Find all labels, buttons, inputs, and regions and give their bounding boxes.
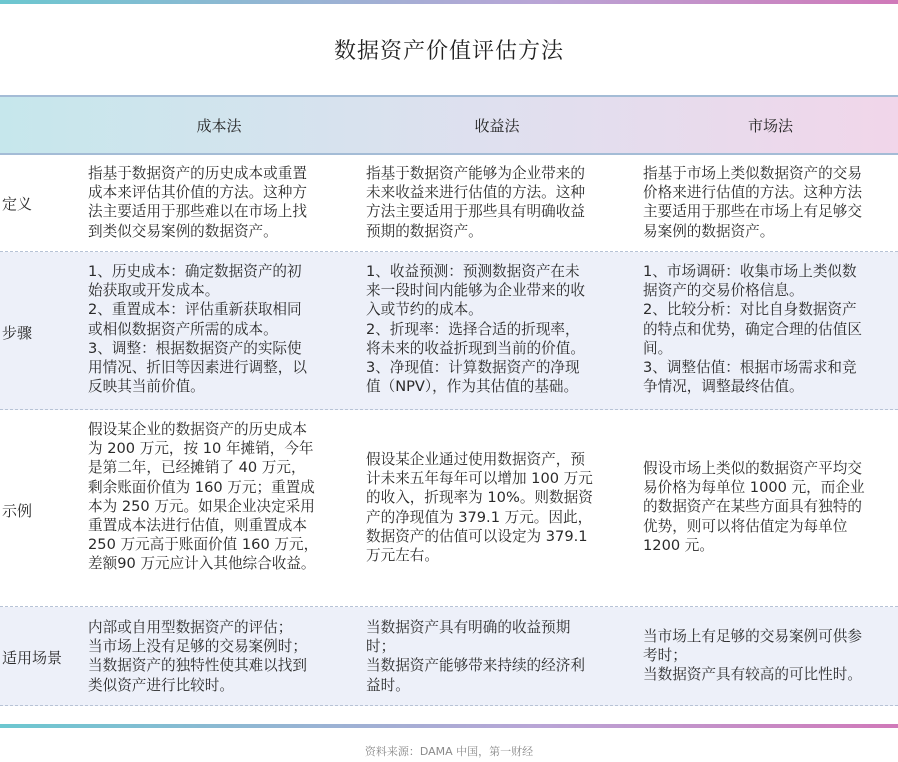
table-row-steps: [0, 252, 898, 410]
cell-steps-cost: 1、历史成本：确定数据资产的初 始获取或开发成本。 2、重置成本：评估重新获取相同 或相似数据资产所需的成本。 3、调整：根据数据资产的实际使 用情况、折旧等因素进行调整，以 反映其当前价值。: [88, 263, 307, 396]
cell-definition-market: 指基于市场上类似数据资产的交易 价格来进行估值的方法。这种方法 主要适用于那些在市场上有足够交 易案例的数据资产。: [643, 165, 862, 240]
cell-steps-income: 1、收益预测：预测数据资产在未 来一段时间内能够为企业带来的收 入或节约的成本。 2、折现率：选择合适的折现率， 将未来的收益折现到当前的价值。 3、净现值：计算数据资产的净现 值（NPV），作为其估值的基础。: [366, 263, 585, 396]
cell-definition-income: 指基于数据资产能够为企业带来的 未来收益来进行估值的方法。这种 方法主要适用于那些具有明确收益 预期的数据资产。: [366, 165, 585, 240]
row-label-example: 示例: [2, 502, 33, 520]
row-label-steps: 步骤: [2, 324, 33, 342]
column-header-market: 市场法: [747, 117, 793, 135]
table-row-example: [0, 410, 898, 607]
page-title: 数据资产价值评估方法: [333, 39, 564, 64]
bottom-accent-bar: [0, 724, 898, 728]
top-accent-bar: [0, 0, 898, 4]
source-note: 资料来源：DAMA 中国，第一财经: [364, 745, 534, 758]
column-header-cost: 成本法: [196, 117, 242, 135]
cell-example-market: 假设市场上类似的数据资产平均交 易价格为每单位 1000 元，而企业 的数据资产在某些方面具有独特的 优势，则可以将估值定为每单位 1200 元。: [643, 460, 865, 554]
cell-steps-market: 1、市场调研：收集市场上类似数 据资产的交易价格信息。 2、比较分析：对比自身数据资产 的特点和优势，确定合理的估值区 间。 3、调整估值：根据市场需求和竞 争情况，调整最终估值。: [643, 263, 862, 396]
table-row-scenario: [0, 607, 898, 706]
table-header: [0, 95, 898, 155]
row-label-definition: 定义: [2, 195, 33, 213]
cell-scenario-cost: 内部或自用型数据资产的评估； 当市场上没有足够的交易案例时； 当数据资产的独特性使其难以找到 类似资产进行比较时。: [88, 619, 307, 694]
column-header-income: 收益法: [474, 117, 520, 135]
cell-example-cost: 假设某企业的数据资产的历史成本 为 200 万元，按 10 年摊销，今年 是第二年，已经摊销了 40 万元， 剩余账面价值为 160 万元；重置成 本为 250 万元。如果企业决定采用 重置成本法进行估值，则重置成本 250 万元高于账面价值 160 万元， 差额90 万元应计入其他综合收益。: [88, 421, 319, 573]
cell-scenario-income: 当数据资产具有明确的收益预期 时； 当数据资产能够带来持续的经济利 益时。: [366, 619, 585, 694]
cell-definition-cost: 指基于数据资产的历史成本或重置 成本来评估其价值的方法。这种方 法主要适用于那些难以在市场上找 到类似交易案例的数据资产。: [88, 165, 307, 240]
cell-scenario-market: 当市场上有足够的交易案例可供参 考时； 当数据资产具有较高的可比性时。: [643, 628, 862, 684]
cell-example-income: 假设某企业通过使用数据资产，预 计未来五年每年可以增加 100 万元 的收入，折现率为 10%。则数据资 产的净现值为 379.1 万元。因此， 数据资产的估值可以设定为 379.1 万元左右。: [366, 451, 593, 565]
row-label-scenario: 适用场景: [2, 649, 63, 667]
table-row-definition: [0, 155, 898, 252]
